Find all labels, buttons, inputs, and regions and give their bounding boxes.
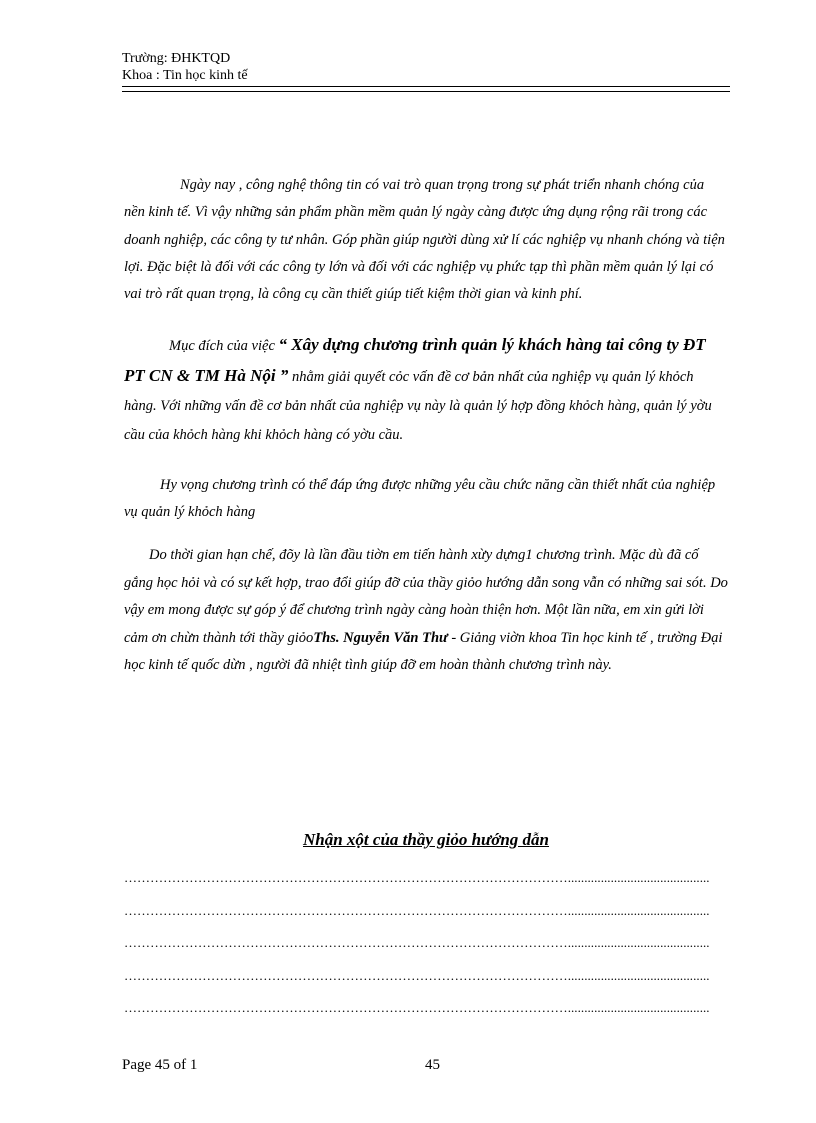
paragraph-thanks [124,542,728,680]
dotted-line: …………………………………………………………………………………………........................................... [124,967,710,983]
dotted-line: …………………………………………………………………………………………........................................... [124,935,710,950]
paragraph-purpose-rest: nhằm giải quyết cỏc vấn đề cơ bản nhất của nghiệp vụ quản lý khỏch hàng. Với những vấn đề cơ bản nhất của nghiệp vụ này là quản lý hợp đồng khỏch hàng, quản lý yờu cầu của khỏch hàng khi khỏch hàng có yờu cầu. [124,369,712,444]
project-title-emphasis: “ Xây dựng chương trình quản lý khách hàng tai công ty ĐT PT CN & TM Hà Nội ” [124,335,706,386]
page-header [122,50,730,84]
dotted-line: …………………………………………………………………………………………........................................... [124,1000,710,1015]
paragraph-thanks-rest: - Giảng viờn khoa Tin học kinh tế , trường Đại học kinh tế quốc dừn , người đã nhiệt tình giúp đỡ em hoàn thành chương trình này. [124,629,723,674]
paragraph-purpose-lead: Mục đích của việc [169,338,279,355]
footer-page-label: Page 45 of 1 [122,1057,198,1073]
paragraph-thanks-lead: Do thời gian hạn chế, đõy là lần đầu tiờn em tiến hành xừy dựng1 chương trình. Mặc dù đã cố gắng học hỏi và có sự kết hợp, trao đổi giúp đỡ của thầy giỏo hướng dẫn song vẫn có những sai sót. Do vậy em mong được sự góp ý để chương trình ngày càng hoàn thiện hơn. Một lần nữa, em xin gửi lời cảm ơn chừn thành tới thầy giỏo [124,547,728,646]
advisor-name: Ths. Nguyễn Văn Thư [313,629,448,646]
dotted-line: …………………………………………………………………………………………........................................... [124,870,710,885]
paragraph-purpose [124,330,728,450]
header-double-rule [122,86,730,92]
paragraph-hope: Hy vọng chương trình có thể đáp ứng được những yêu cầu chức năng cần thiết nhất của nghiệp vụ quản lý khỏch hàng [124,477,716,521]
header-faculty: Khoa : Tin học kinh tế [122,68,248,83]
comment-dotted-lines [124,868,748,1031]
dotted-line: …………………………………………………………………………………………........................................... [124,902,710,918]
paragraph-intro: Ngày nay , công nghệ thông tin có vai trò quan trọng trong sự phát triển nhanh chóng của nền kinh tế. Vì vậy những sản phẩm phần mềm quản lý ngày càng được ứng dụng rộng rãi trong các doanh nghiệp, các công ty tư nhân. Góp phần giúp người dùng xử lí các nghiệp vụ nhanh chóng và tiện lợi. Đặc biệt là đối với các công ty lớn và đối với các nghiệp vụ phức tạp thì phần mềm quản lý lại có vai trò rất quan trọng, là công cụ cần thiết giúp tiết kiệm thời gian và kinh phí. [124,177,725,303]
footer-page-number: 45 [425,1057,440,1073]
document-body [124,172,728,680]
header-school: Trường: ĐHKTQD [122,51,231,66]
comments-section-title: Nhận xột của thầy giỏo hướng dẫn [302,830,550,849]
